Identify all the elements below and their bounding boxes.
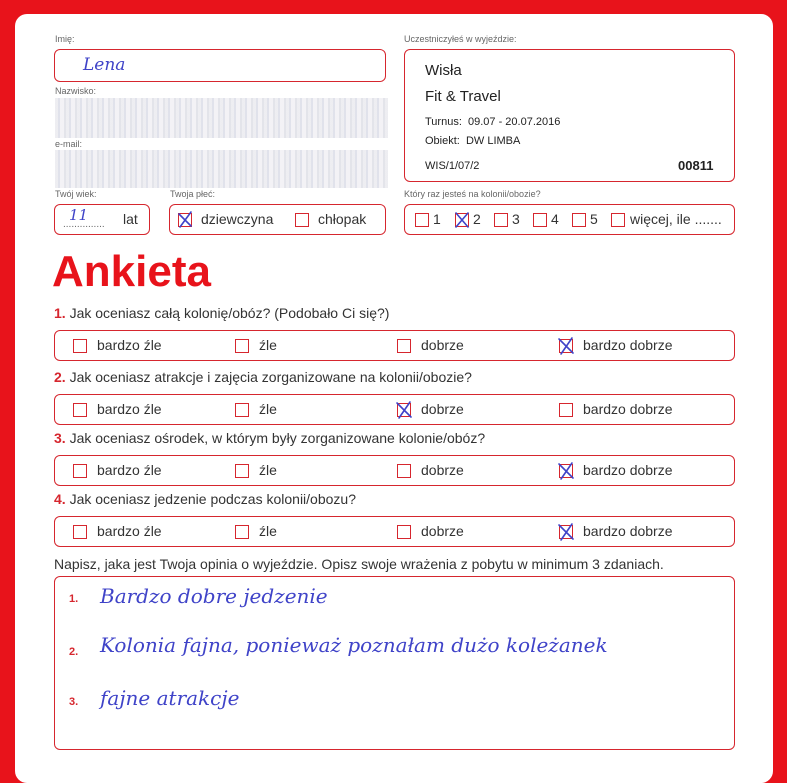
times-2-label: 2 (473, 211, 481, 227)
checkmark-icon (557, 337, 575, 355)
opinion-number-2: 2. (69, 646, 79, 658)
rating-label: dobrze (421, 462, 464, 478)
times-1-label: 1 (433, 211, 441, 227)
gender-male-checkbox[interactable] (295, 213, 309, 227)
age-label: Twój wiek: (55, 189, 97, 199)
opinion-number-3: 3. (69, 696, 79, 708)
rating-checkbox[interactable] (397, 339, 411, 353)
checkmark-icon (557, 462, 575, 480)
rating-label: bardzo dobrze (583, 337, 673, 353)
rating-checkbox[interactable] (397, 464, 411, 478)
checkmark-icon (395, 401, 413, 419)
question-1 (54, 305, 389, 321)
rating-label: bardzo źle (97, 523, 162, 539)
times-3-checkbox[interactable] (494, 213, 508, 227)
times-4-label: 4 (551, 211, 559, 227)
times-5-label: 5 (590, 211, 598, 227)
trip-code: WIS/1/07/2 (425, 160, 480, 172)
gender-female-label: dziewczyna (201, 211, 274, 227)
trip-number: 00811 (678, 158, 714, 173)
opinion-number-1: 1. (69, 593, 79, 605)
participant-label: Uczestniczyłeś w wyjeździe: (404, 34, 517, 44)
rating-label: bardzo dobrze (583, 401, 673, 417)
times-more-checkbox[interactable] (611, 213, 625, 227)
rating-label: źle (259, 401, 277, 417)
times-5-checkbox[interactable] (572, 213, 586, 227)
rating-label: dobrze (421, 337, 464, 353)
opinion-line-2: Kolonia fajna, ponieważ poznałam dużo koleżanek (100, 633, 608, 657)
rating-checkbox[interactable] (235, 339, 249, 353)
age-unit: lat (123, 211, 138, 227)
rating-checkbox[interactable] (559, 525, 573, 539)
name-label: Imię: (55, 34, 75, 44)
times-more-label: więcej, ile ....... (630, 211, 722, 227)
question-4-options (54, 516, 735, 547)
rating-label: bardzo źle (97, 337, 162, 353)
gender-label: Twoja płeć: (170, 189, 216, 199)
rating-checkbox[interactable] (235, 464, 249, 478)
rating-label: źle (259, 337, 277, 353)
question-3-options (54, 455, 735, 486)
opinion-line-3: fajne atrakcje (100, 686, 240, 710)
opinion-line-1: Bardzo dobre jedzenie (100, 584, 328, 608)
times-4-checkbox[interactable] (533, 213, 547, 227)
checkmark-icon (557, 523, 575, 541)
trip-place: Wisła (425, 62, 462, 79)
trip-object: Obiekt: DW LIMBA (425, 135, 521, 147)
opinion-prompt: Napisz, jaka jest Twoja opinia o wyjeździe. Opisz swoje wrażenia z pobytu w minimum 3 zdaniach. (54, 556, 664, 572)
times-1-checkbox[interactable] (415, 213, 429, 227)
question-text: Jak oceniasz atrakcje i zajęcia zorganizowane na kolonii/obozie? (69, 369, 472, 385)
question-number: 1. (54, 305, 66, 321)
rating-label: źle (259, 462, 277, 478)
times-field (404, 204, 735, 235)
rating-label: dobrze (421, 401, 464, 417)
trip-turnus: Turnus: 09.07 - 20.07.2016 (425, 116, 561, 128)
gender-male-label: chłopak (318, 211, 367, 227)
redacted-surname (55, 98, 388, 138)
rating-checkbox[interactable] (235, 525, 249, 539)
question-number: 2. (54, 369, 66, 385)
rating-checkbox[interactable] (559, 403, 573, 417)
question-text: Jak oceniasz całą kolonię/obóz? (Podobało Ci się?) (69, 305, 390, 321)
surname-label: Nazwisko: (55, 86, 97, 96)
times-2-checkbox[interactable] (455, 213, 469, 227)
question-text: Jak oceniasz jedzenie podczas kolonii/obozu? (69, 491, 356, 507)
age-dots: ............... (63, 219, 105, 230)
redacted-email (55, 150, 388, 188)
rating-checkbox[interactable] (73, 464, 87, 478)
age-field[interactable] (54, 204, 150, 235)
name-value: Lena (83, 55, 126, 75)
rating-checkbox[interactable] (559, 339, 573, 353)
rating-label: bardzo źle (97, 462, 162, 478)
rating-checkbox[interactable] (559, 464, 573, 478)
times-3-label: 3 (512, 211, 520, 227)
name-field[interactable] (54, 49, 386, 82)
age-value: 11 (69, 206, 89, 224)
survey-title: Ankieta (52, 247, 211, 296)
gender-field (169, 204, 386, 235)
times-label: Który raz jesteś na kolonii/obozie? (404, 189, 541, 199)
question-3 (54, 430, 485, 446)
question-2 (54, 369, 472, 385)
trip-program: Fit & Travel (425, 88, 501, 105)
question-text: Jak oceniasz ośrodek, w którym były zorganizowane kolonie/obóz? (69, 430, 486, 446)
trip-info-box (404, 49, 735, 182)
rating-checkbox[interactable] (73, 525, 87, 539)
rating-checkbox[interactable] (397, 525, 411, 539)
question-number: 4. (54, 491, 66, 507)
rating-checkbox[interactable] (73, 403, 87, 417)
rating-checkbox[interactable] (397, 403, 411, 417)
rating-label: dobrze (421, 523, 464, 539)
rating-label: źle (259, 523, 277, 539)
rating-checkbox[interactable] (73, 339, 87, 353)
question-2-options (54, 394, 735, 425)
question-4 (54, 491, 356, 507)
rating-label: bardzo dobrze (583, 523, 673, 539)
gender-female-checkbox[interactable] (178, 213, 192, 227)
question-number: 3. (54, 430, 66, 446)
email-label: e-mail: (55, 139, 83, 149)
rating-checkbox[interactable] (235, 403, 249, 417)
rating-label: bardzo źle (97, 401, 162, 417)
question-1-options (54, 330, 735, 361)
rating-label: bardzo dobrze (583, 462, 673, 478)
